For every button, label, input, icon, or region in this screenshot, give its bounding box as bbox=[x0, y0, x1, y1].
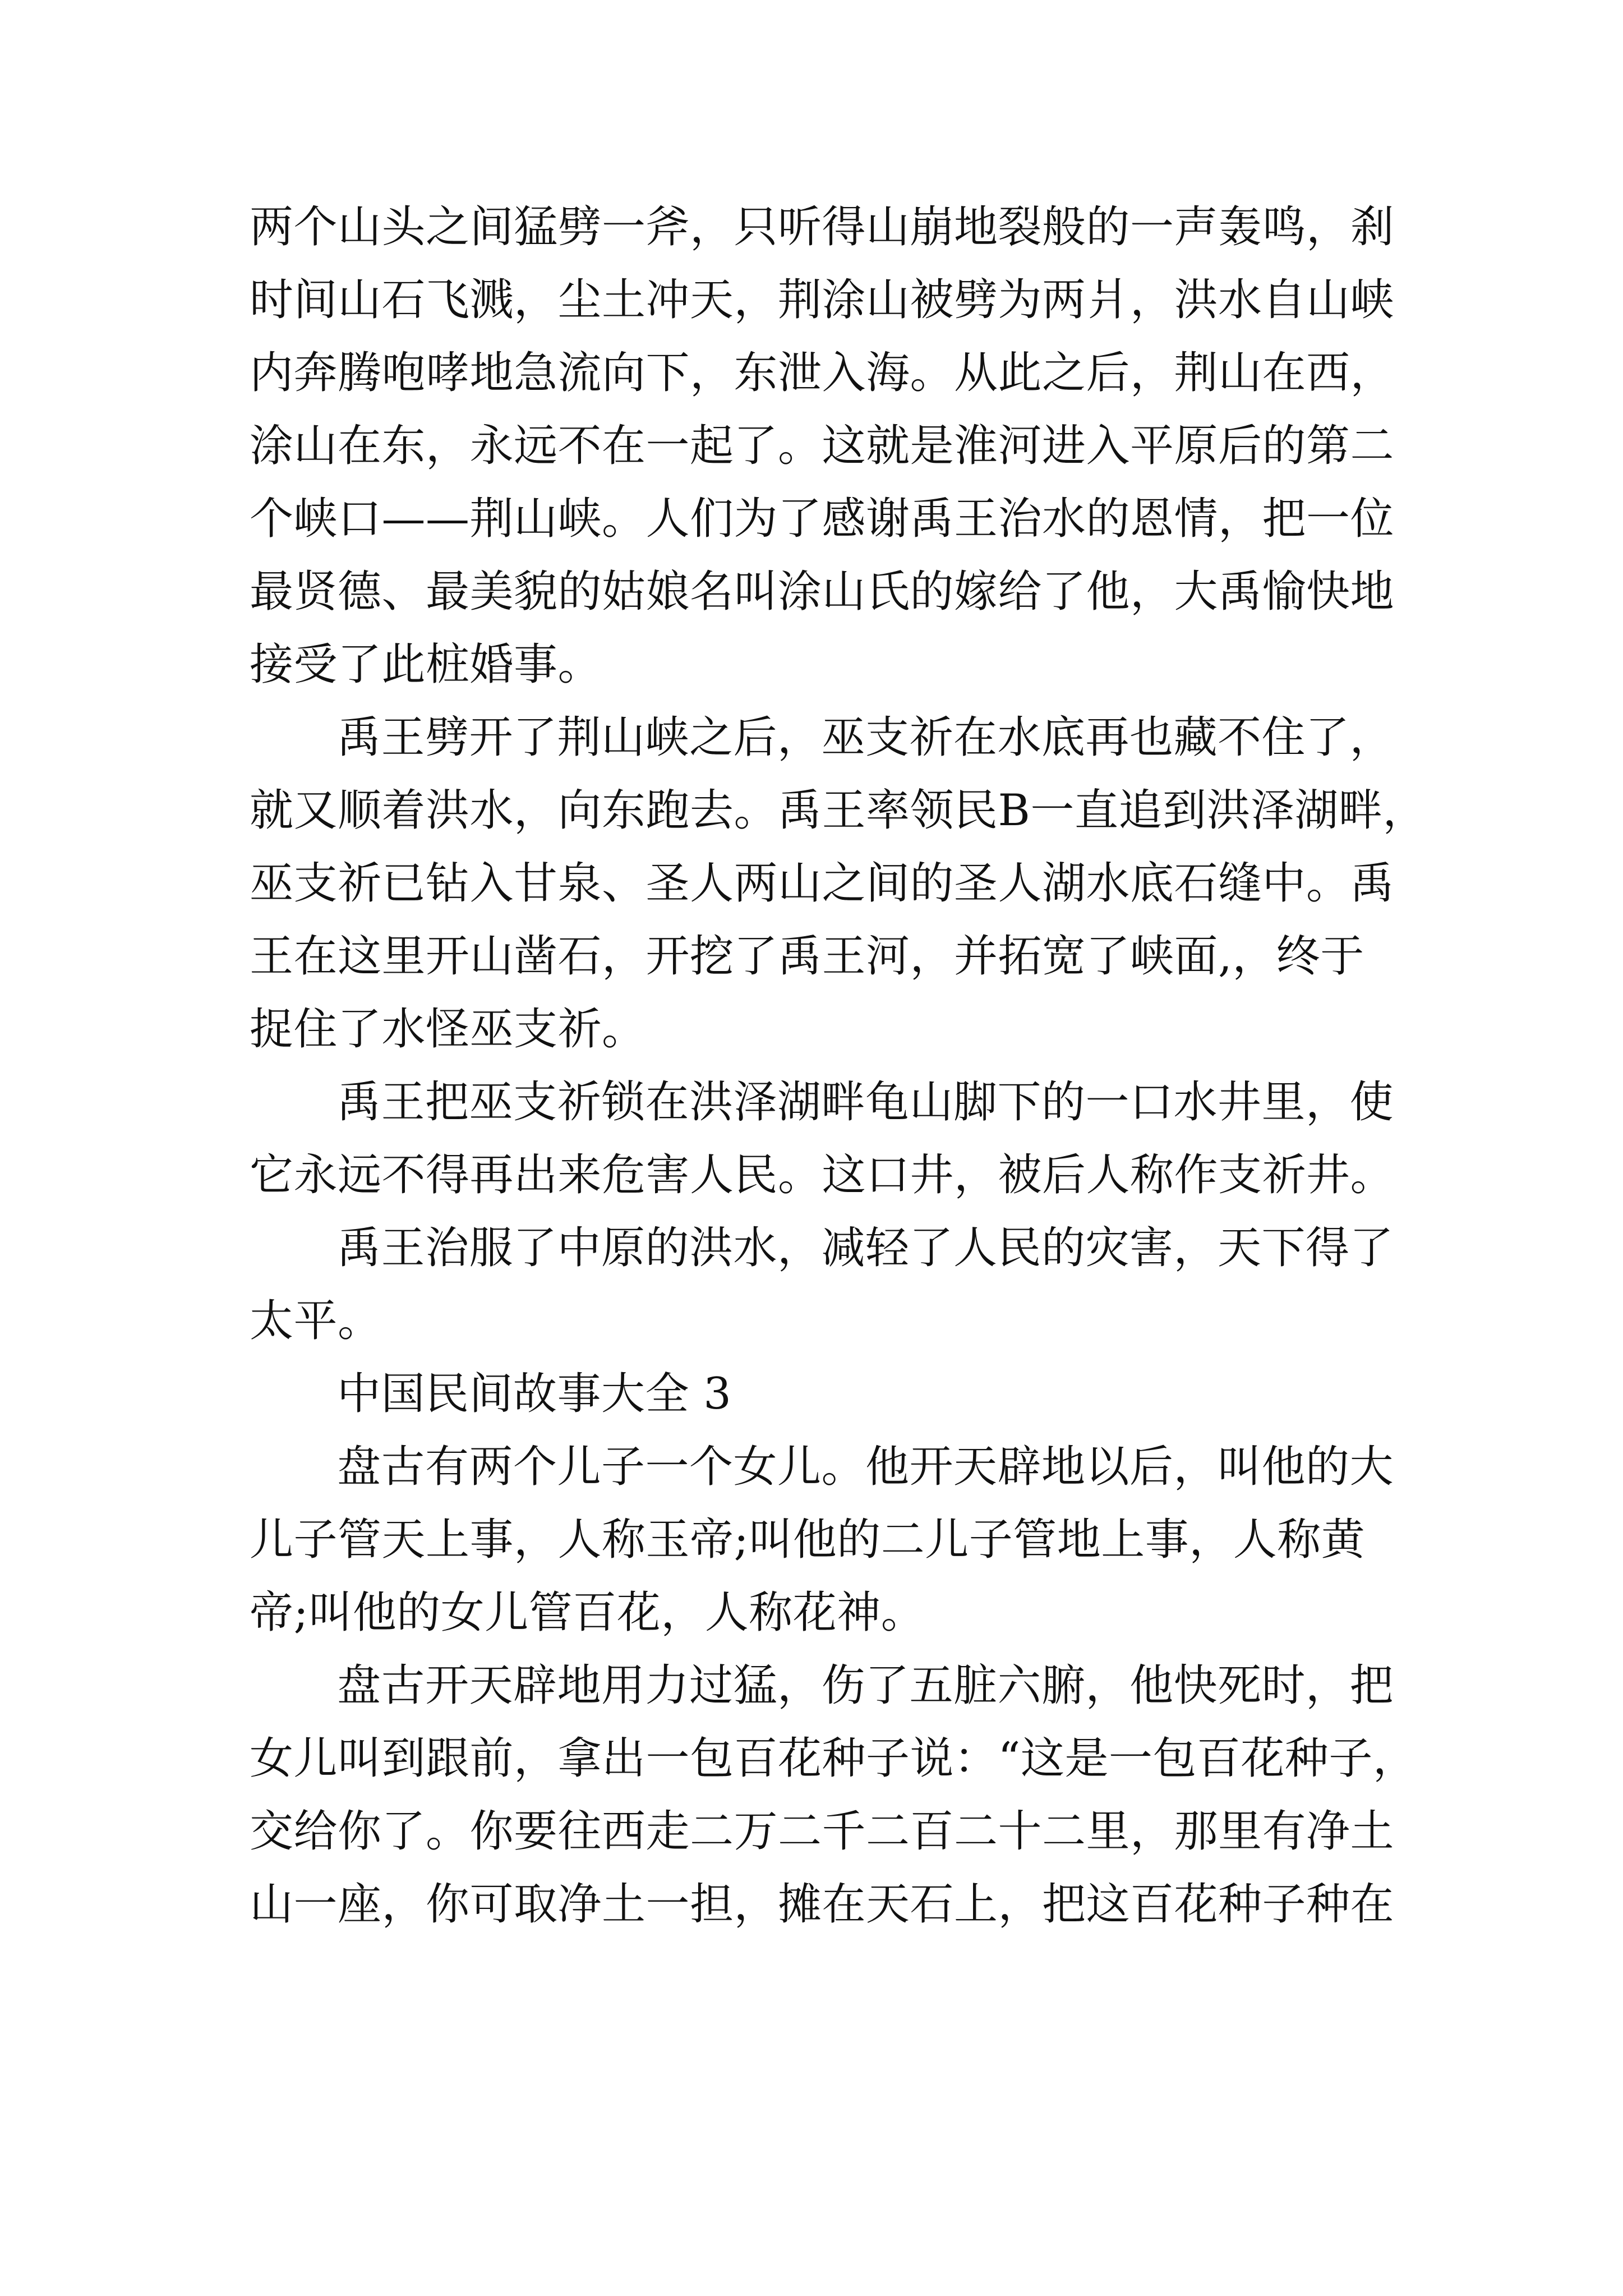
text-line: 就又顺着洪水，向东跑去。禹王率领民B一直追到洪泽湖畔， bbox=[250, 785, 1427, 836]
text-line: 巫支祈已钻入甘泉、圣人两山之间的圣人湖水底石缝中。禹 bbox=[250, 858, 1395, 909]
text-line: 儿子管天上事，人称玉帝;叫他的二儿子管地上事，人称黄 bbox=[250, 1515, 1366, 1565]
text-line: 女儿叫到跟前，拿出一包百花种子说：“这是一包百花种子， bbox=[250, 1733, 1417, 1784]
text-line: 山一座，你可取净土一担，摊在天石上，把这百花种子种在 bbox=[250, 1879, 1395, 1930]
text-line: 禹王把巫支祈锁在洪泽湖畔龟山脚下的一口水井里，使 bbox=[337, 1077, 1394, 1128]
text-line: 内奔腾咆哮地急流向下，东泄入海。从此之后，荆山在西， bbox=[250, 348, 1395, 398]
text-line: 时间山石飞溅，尘土冲天，荆涂山被劈为两爿，洪水自山峡 bbox=[250, 275, 1395, 325]
story-text bbox=[250, 191, 1427, 1941]
text-line: 盘古有两个儿子一个女儿。他开天辟地以后，叫他的大 bbox=[337, 1442, 1394, 1492]
text-line: 盘古开天辟地用力过猛，伤了五脏六腑，他快死时，把 bbox=[337, 1660, 1394, 1711]
text-line: 太平。 bbox=[250, 1296, 382, 1346]
text-line: 禹王劈开了荆山峡之后，巫支祈在水底再也藏不住了， bbox=[337, 712, 1394, 763]
text-line: 帝;叫他的女儿管百花，人称花神。 bbox=[250, 1588, 925, 1638]
text-line: 个峡口——荆山峡。人们为了感谢禹王治水的恩情，把一位 bbox=[250, 494, 1395, 544]
text-line: 禹王治服了中原的洪水，减轻了人民的灾害，天下得了 bbox=[337, 1223, 1394, 1273]
text-line: 中国民间故事大全 3 bbox=[337, 1369, 732, 1419]
text-line: 王在这里开山凿石，开挖了禹王河，并拓宽了峡面,，终于 bbox=[250, 931, 1364, 982]
text-line: 捉住了水怪巫支祈。 bbox=[250, 1004, 646, 1055]
text-line: 最贤德、最美貌的姑娘名叫涂山氏的嫁给了他，大禹愉快地 bbox=[250, 567, 1395, 617]
text-line: 交给你了。你要往西走二万二千二百二十二里，那里有净土 bbox=[250, 1806, 1395, 1857]
text-line: 接受了此桩婚事。 bbox=[250, 639, 602, 690]
text-line: 两个山头之间猛劈一斧，只听得山崩地裂般的一声轰鸣，刹 bbox=[250, 202, 1395, 252]
text-line: 涂山在东，永远不在一起了。这就是淮河进入平原后的第二 bbox=[250, 421, 1395, 471]
text-line: 它永远不得再出来危害人民。这口井，被后人称作支祈井。 bbox=[250, 1150, 1395, 1200]
